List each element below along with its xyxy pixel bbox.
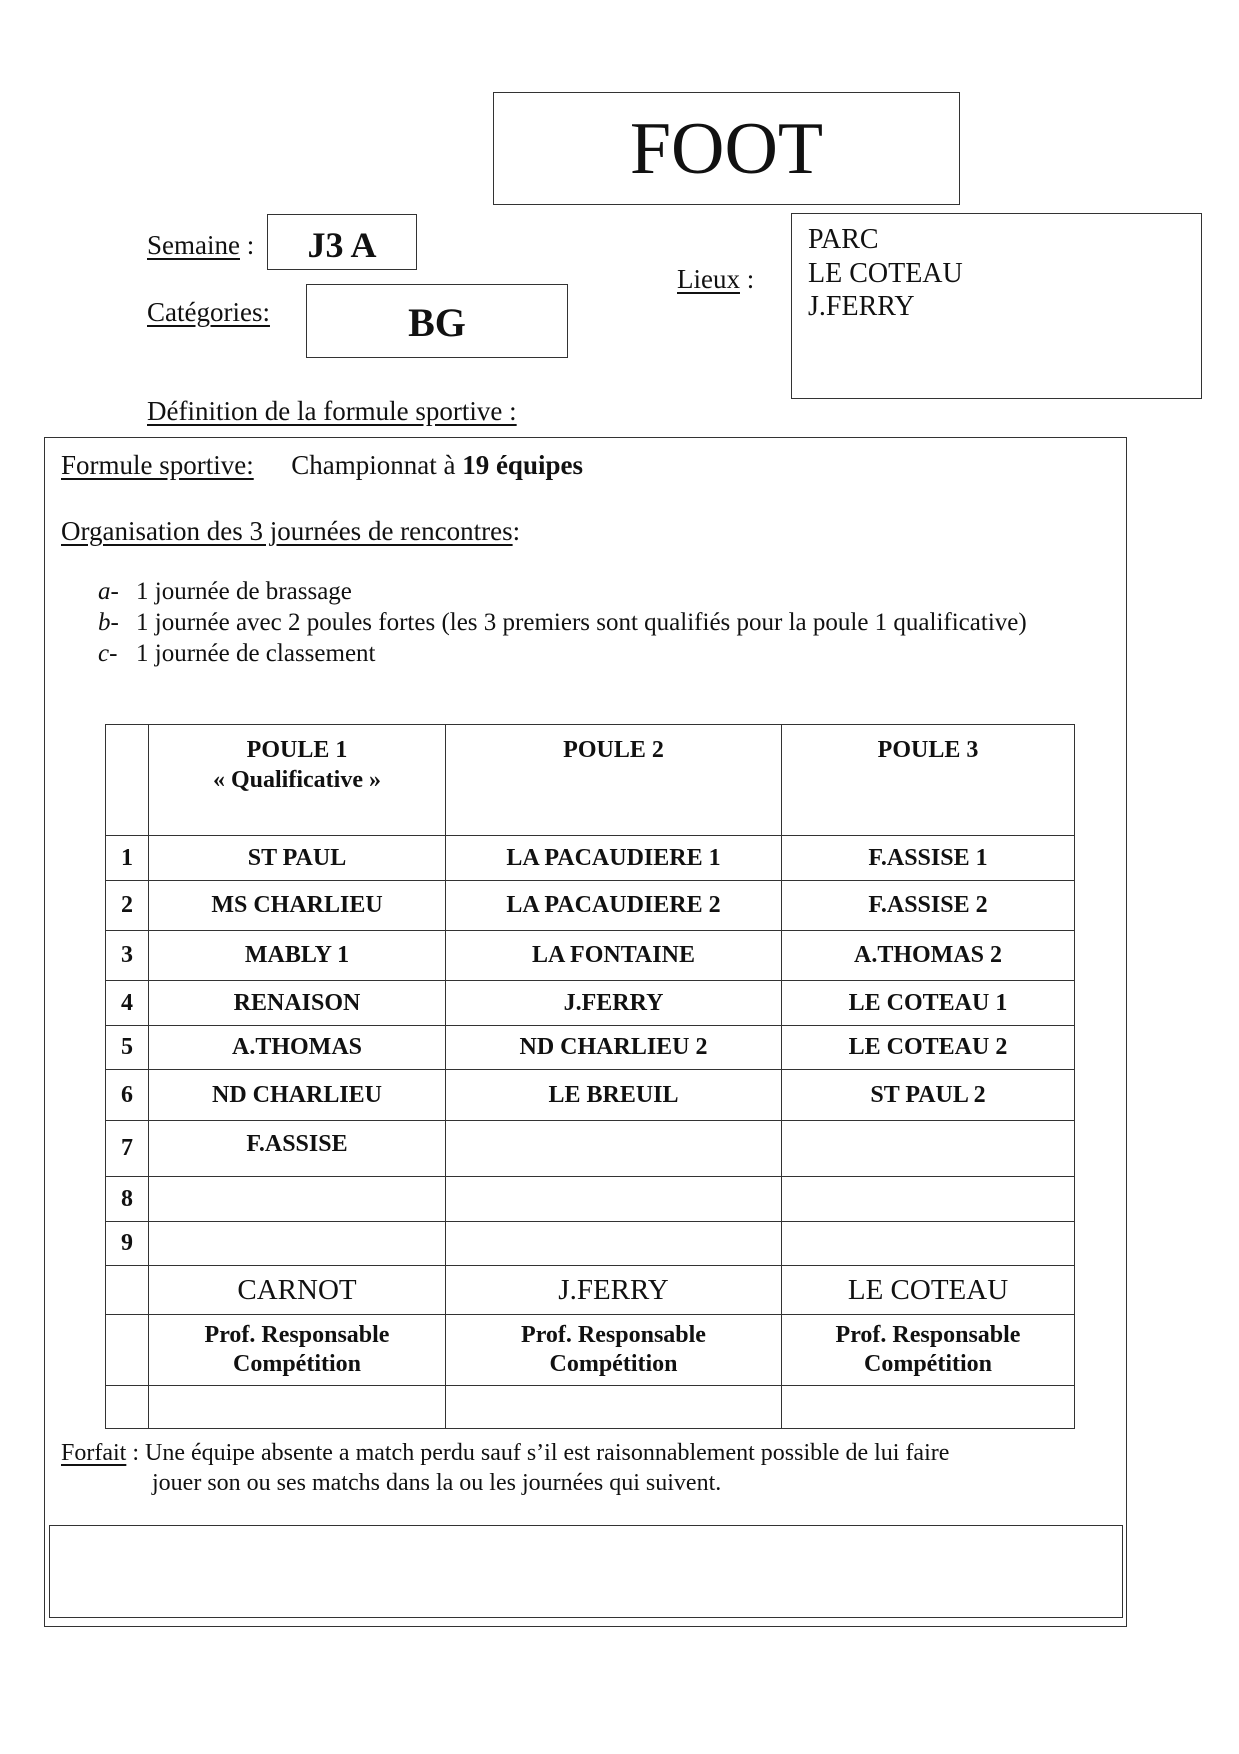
team-cell: F.ASSISE 1	[782, 836, 1075, 881]
venue-cell: CARNOT	[149, 1266, 446, 1315]
responsable-title: Prof. Responsable	[204, 1322, 390, 1348]
categories-value: BG	[408, 300, 466, 345]
table-row	[106, 881, 1075, 931]
empty-cell	[149, 1386, 446, 1429]
lieux-label: Lieux	[677, 264, 740, 294]
table-row	[106, 1070, 1075, 1121]
responsable-cell	[446, 1315, 782, 1386]
row-number: 3	[106, 931, 149, 981]
team-cell: F.ASSISE 2	[782, 881, 1075, 931]
responsable-row	[106, 1315, 1075, 1386]
venue-cell: J.FERRY	[446, 1266, 782, 1315]
table-row	[106, 836, 1075, 881]
team-cell: ND CHARLIEU	[149, 1070, 446, 1121]
lieux-label-wrap	[677, 264, 754, 295]
definition-label: Définition de la formule sportive :	[147, 396, 517, 426]
table-row	[106, 1222, 1075, 1266]
categories-label: Catégories:	[147, 297, 270, 327]
row-number: 6	[106, 1070, 149, 1121]
semaine-box	[267, 214, 417, 270]
team-cell	[782, 1177, 1075, 1222]
team-cell: RENAISON	[149, 981, 446, 1026]
forfait-line-2: jouer son ou ses matchs dans la ou les journées qui suivent.	[152, 1470, 722, 1496]
team-cell	[782, 1222, 1075, 1266]
responsable-cell	[782, 1315, 1075, 1386]
lieux-sep: :	[739, 264, 755, 294]
table-row	[106, 931, 1075, 981]
organisation-item	[98, 640, 376, 668]
team-cell: LA PACAUDIERE 1	[446, 836, 782, 881]
row-number: 9	[106, 1222, 149, 1266]
team-cell	[782, 1121, 1075, 1177]
notes-box	[49, 1525, 1123, 1618]
semaine-sep: :	[239, 230, 255, 260]
header-poule-2	[446, 725, 782, 836]
venue-num-cell	[106, 1266, 149, 1315]
team-cell: ST PAUL	[149, 836, 446, 881]
item-text: 1 journée avec 2 poules fortes (les 3 premiers sont qualifiés pour la poule 1 qualificative)	[136, 609, 1027, 636]
formule-label: Formule sportive:	[61, 450, 254, 480]
table-header-row	[106, 725, 1075, 836]
team-cell: ND CHARLIEU 2	[446, 1026, 782, 1070]
team-cell	[446, 1177, 782, 1222]
page-title: FOOT	[629, 108, 824, 190]
responsable-num-cell	[106, 1315, 149, 1386]
empty-cell	[782, 1386, 1075, 1429]
table-row	[106, 1026, 1075, 1070]
semaine-label: Semaine	[147, 230, 240, 260]
lieu-item: J.FERRY	[808, 291, 915, 322]
row-number: 1	[106, 836, 149, 881]
forfait-text: : Une équipe absente a match perdu sauf s’il est raisonnablement possible de lui faire	[126, 1440, 950, 1466]
lieu-item: LE COTEAU	[808, 258, 963, 289]
item-marker: c-	[98, 640, 118, 667]
team-cell: J.FERRY	[446, 981, 782, 1026]
team-cell	[446, 1121, 782, 1177]
empty-cell	[446, 1386, 782, 1429]
header-poule-2-title: POULE 2	[563, 737, 664, 763]
team-cell	[149, 1177, 446, 1222]
semaine-value: J3 A	[307, 225, 377, 265]
team-cell	[446, 1222, 782, 1266]
responsable-title: Prof. Responsable	[835, 1322, 1021, 1348]
row-number: 4	[106, 981, 149, 1026]
organisation-label: Organisation des 3 journées de rencontres	[61, 516, 513, 546]
header-poule-3-title: POULE 3	[877, 737, 979, 763]
organisation-item	[98, 578, 352, 606]
organisation-line	[61, 516, 520, 547]
organisation-item	[98, 609, 1027, 637]
venue-cell: LE COTEAU	[782, 1266, 1075, 1315]
team-cell: F.ASSISE	[149, 1121, 446, 1177]
row-number: 7	[106, 1121, 149, 1177]
header-num-cell	[106, 725, 149, 836]
team-cell: LA PACAUDIERE 2	[446, 881, 782, 931]
empty-row	[106, 1386, 1075, 1429]
row-number: 8	[106, 1177, 149, 1222]
lieu-item: PARC	[808, 224, 879, 255]
team-cell: LE COTEAU 1	[782, 981, 1075, 1026]
team-cell: LE BREUIL	[446, 1070, 782, 1121]
team-cell: LA FONTAINE	[446, 931, 782, 981]
team-cell: A.THOMAS 2	[782, 931, 1075, 981]
header-poule-3	[782, 725, 1075, 836]
row-number: 2	[106, 881, 149, 931]
forfait-line-1	[61, 1440, 949, 1467]
table-row	[106, 1177, 1075, 1222]
responsable-subtitle: Compétition	[233, 1351, 361, 1377]
header-poule-1	[149, 725, 446, 836]
responsable-subtitle: Compétition	[549, 1351, 678, 1377]
formule-teams: 19 équipes	[462, 450, 583, 480]
empty-cell	[106, 1386, 149, 1429]
item-marker: b-	[98, 609, 119, 636]
venue-row	[106, 1266, 1075, 1315]
team-cell: A.THOMAS	[149, 1026, 446, 1070]
organisation-sep: :	[512, 516, 521, 546]
table-row	[106, 1121, 1075, 1177]
header-poule-1-title: POULE 1	[246, 737, 348, 763]
responsable-subtitle: Compétition	[864, 1351, 992, 1377]
lieux-box	[791, 213, 1202, 399]
team-cell: LE COTEAU 2	[782, 1026, 1075, 1070]
forfait-label: Forfait	[61, 1440, 127, 1466]
table-row	[106, 981, 1075, 1026]
team-cell: ST PAUL 2	[782, 1070, 1075, 1121]
team-cell: MS CHARLIEU	[149, 881, 446, 931]
responsable-title: Prof. Responsable	[521, 1322, 706, 1348]
team-cell: MABLY 1	[149, 931, 446, 981]
categories-box	[306, 284, 568, 358]
header-poule-1-subtitle: « Qualificative »	[213, 767, 381, 793]
team-cell	[149, 1222, 446, 1266]
formule-text: Championnat à	[291, 450, 463, 480]
formule-line	[61, 450, 583, 481]
item-marker: a-	[98, 578, 119, 605]
title-box	[493, 92, 960, 205]
item-text: 1 journée de brassage	[136, 578, 352, 605]
responsable-cell	[149, 1315, 446, 1386]
poules-table	[105, 724, 1075, 1429]
row-number: 5	[106, 1026, 149, 1070]
item-text: 1 journée de classement	[136, 640, 376, 667]
semaine-label-wrap	[147, 230, 254, 261]
